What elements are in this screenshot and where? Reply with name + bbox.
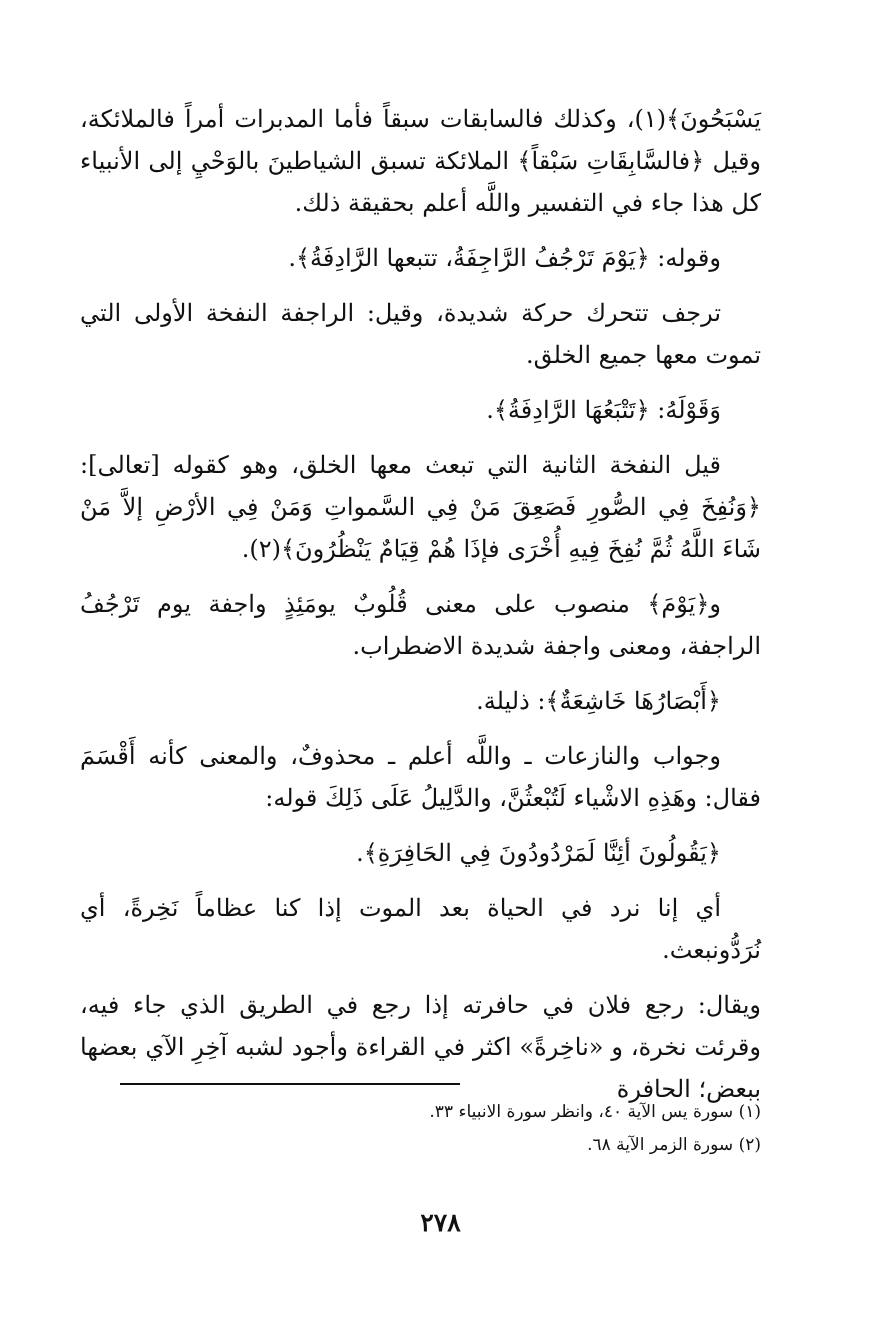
paragraph: وقوله: ﴿يَوْمَ تَرْجُفُ الرَّاجِفَةُ، تتبعها الرَّادِفَةُ﴾.: [288, 244, 721, 272]
paragraph: وجواب والنازعات ـ واللَّه أعلم ـ محذوفٌ، والمعنى كأنه أَقْسَمَ فقال: وهَذِهِ الاشْياء لَتُبْعثُنَّ، والدَّلِيلُ عَلَى ذَلِكَ قوله:: [80, 742, 761, 812]
footnote: (٢) سورة الزمر الآية ٦٨.: [587, 1135, 761, 1155]
main-text: [80, 98, 761, 1123]
paragraph: يَسْبَحُونَ﴾(١)، وكذلك فالسابقات سبقاً فأما المدبرات أمراً فالملائكة، وقيل ﴿فالسَّابِقَاتِ سَبْقاً﴾ الملائكة تسبق الشياطينَ بالوَحْيِ إلى الأنبياء كل هذا جاء في التفسير واللَّه أعلم بحقيقة ذلك.: [80, 105, 761, 217]
paragraph: ترجف تتحرك حركة شديدة، وقيل: الراجفة النفخة الأولى التي تموت معها جميع الخلق.: [80, 299, 761, 369]
paragraph: ﴿يَقُولُونَ أئِنَّا لَمَرْدُودُونَ فِي الحَافِرَةِ﴾.: [356, 839, 721, 867]
paragraph: قيل النفخة الثانية التي تبعث معها الخلق، وهو كقوله [تعالى]: ﴿وَنُفِخَ فِي الصُّورِ فَصَعِقَ مَنْ فِي السَّمواتِ وَمَنْ فِي الأرْضِ إلاَّ مَنْ شَاءَ اللَّهُ ثُمَّ نُفِخَ فِيهِ أُخْرَى فإذَا هُمْ قِيَامٌ يَنْظُرُونَ﴾(٢).: [80, 451, 761, 563]
footnote-divider: [120, 1083, 460, 1085]
paragraph: ﴿أَبْصَارُهَا خَاشِعَةٌ﴾: ذليلة.: [476, 687, 721, 715]
paragraph: وَقَوْلَهُ: ﴿تَتْبَعُهَا الرَّادِفَةُ﴾.: [486, 396, 721, 424]
paragraph: ويقال: رجع فلان في حافرته إذا رجع في الطريق الذي جاء فيه، وقرئت نخرة، و «ناخِرةً» اكثر في القراءة وأجود لشبه آخِرِ الآي بعضها ببعض؛ الحافرة: [80, 991, 761, 1103]
paragraph: و﴿يَوْمَ﴾ منصوب على معنى قُلُوبٌ يومَئِذٍ واجفة يوم تَرْجُفُ الراجفة، ومعنى واجفة شديدة الاضطراب.: [80, 590, 761, 660]
page-number: ٢٧٨: [420, 1208, 461, 1237]
footnotes: [80, 1096, 761, 1162]
footnote: (١) سورة يس الآية ٤٠، وانظر سورة الانبياء ٣٣.: [429, 1102, 761, 1122]
paragraph: أي إنا نرد في الحياة بعد الموت إذا كنا عظاماً نَخِرةً، أي نُرَدُّونبعث.: [80, 894, 761, 964]
